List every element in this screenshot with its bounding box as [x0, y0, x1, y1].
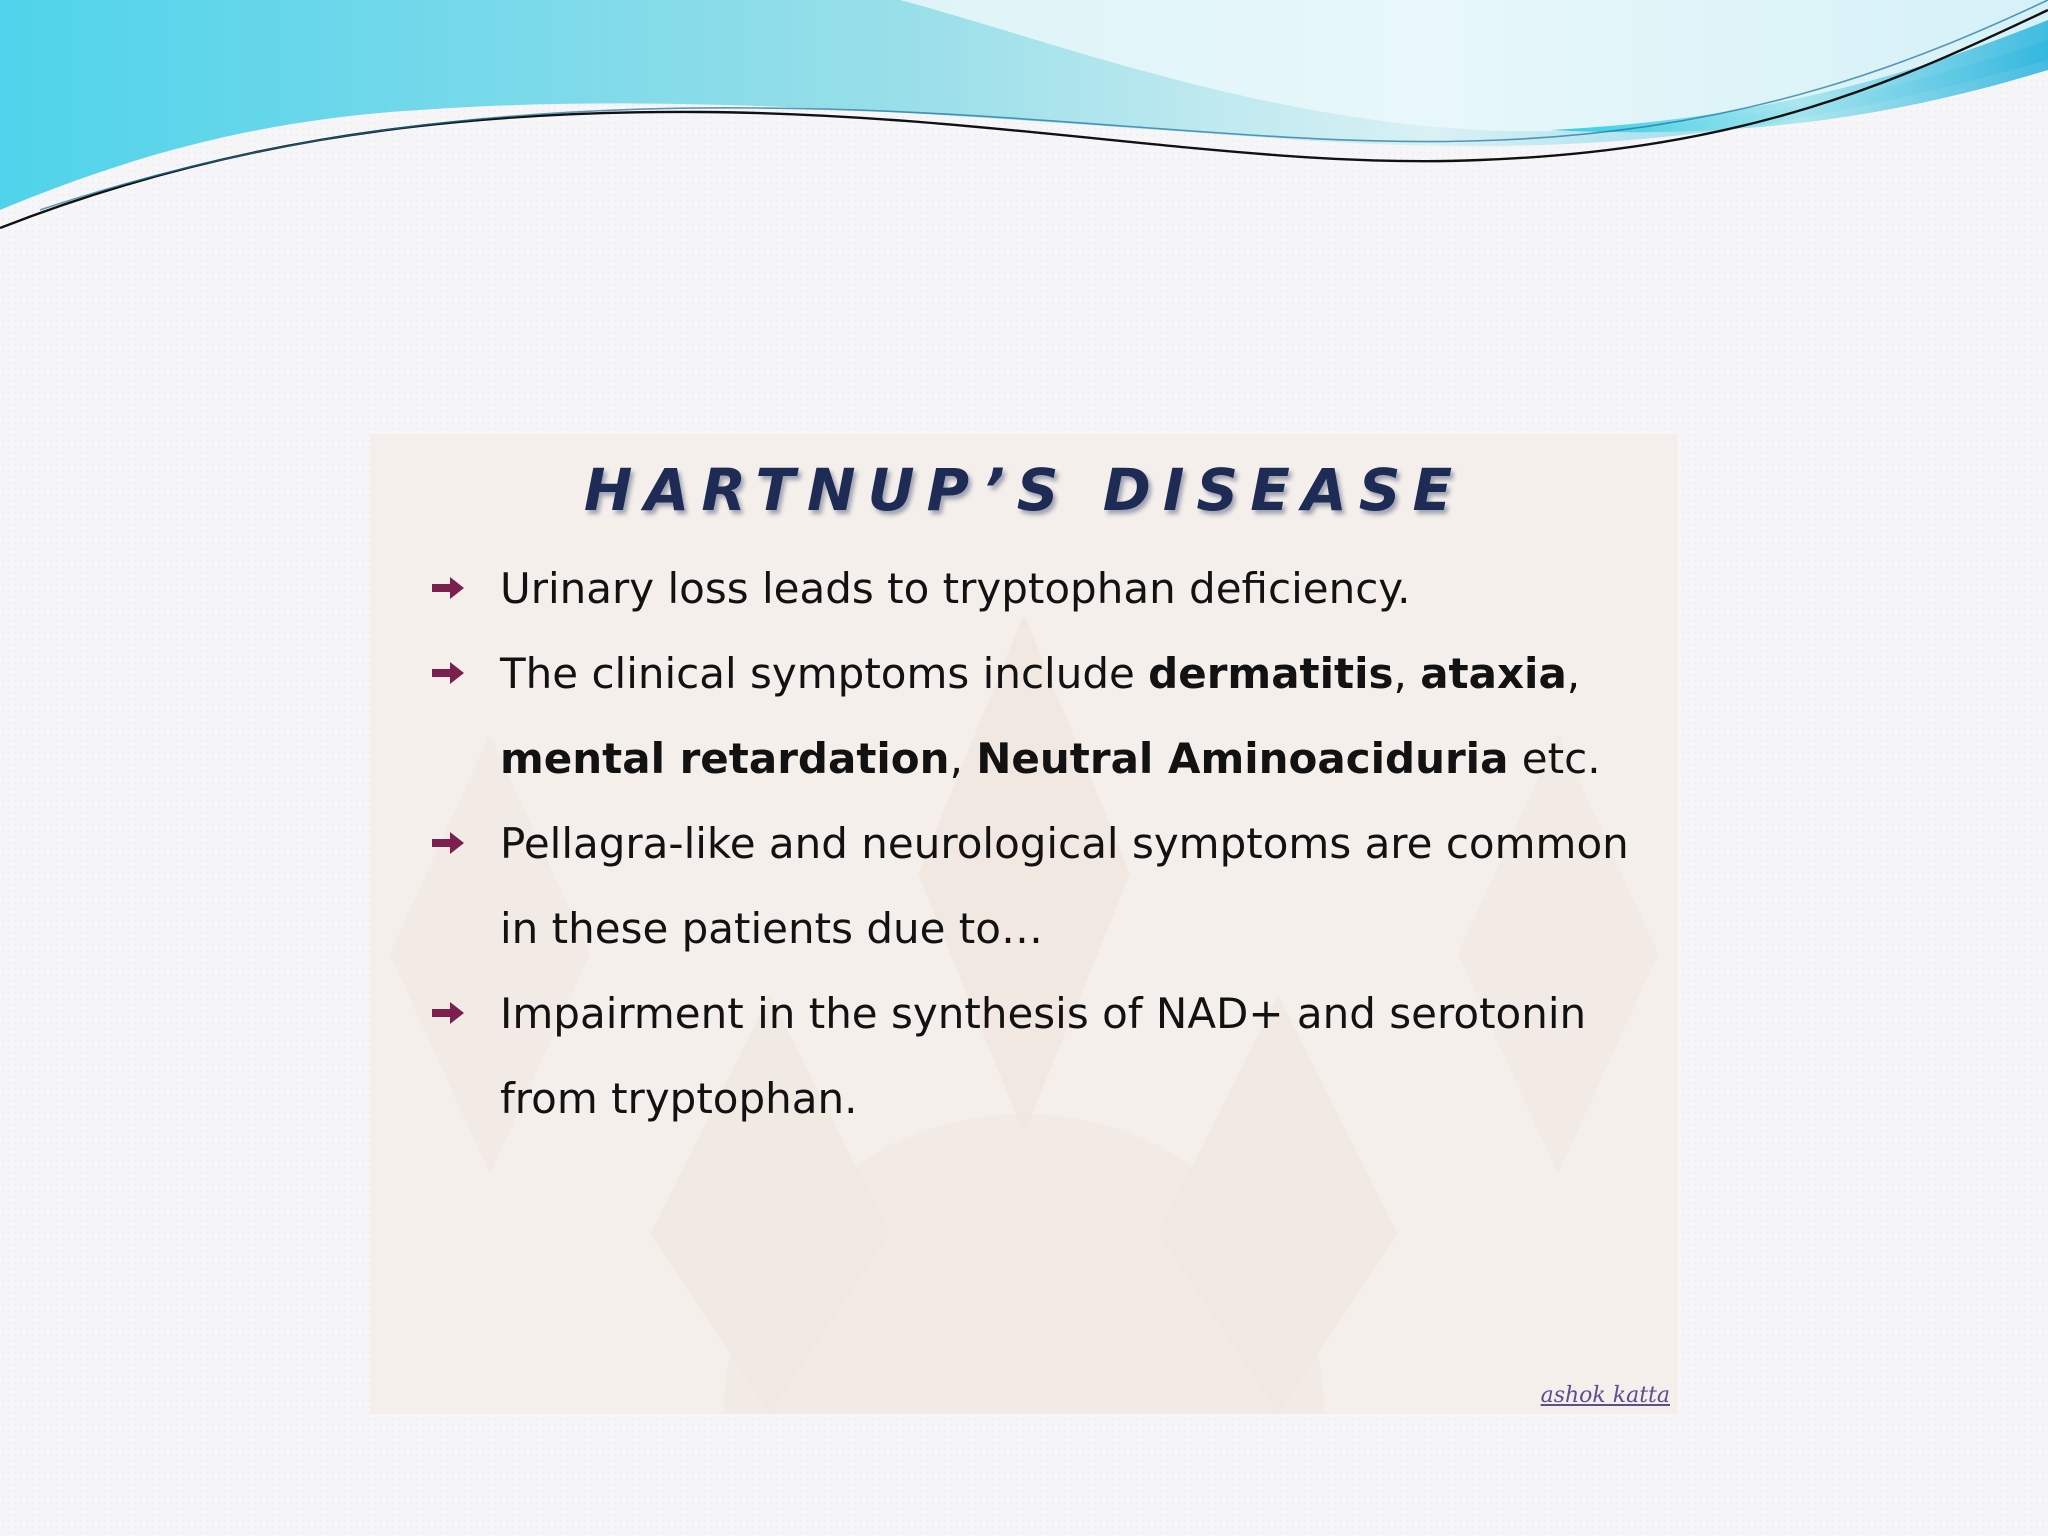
- bullet-text: ,: [949, 734, 977, 783]
- author-signature: ashok katta: [1540, 1383, 1670, 1408]
- right-arrow-icon: [430, 576, 466, 600]
- right-arrow-icon: [430, 1001, 466, 1025]
- bullet-text: Urinary loss leads to tryptophan deficiency.: [500, 564, 1411, 613]
- bullet-bold-term: dermatitis: [1148, 649, 1394, 698]
- slide-title: HARTNUP’S DISEASE: [583, 456, 1465, 524]
- bullet-bold-term: mental retardation: [500, 734, 950, 783]
- bullet-text: ,: [1566, 649, 1581, 698]
- bullet-text: The clinical symptoms include: [500, 649, 1149, 698]
- bullet-item: [430, 801, 1660, 971]
- bullet-text: etc.: [1508, 734, 1601, 783]
- bullet-text: Pellagra-like and neurological symptoms are common in these patients due to…: [500, 819, 1629, 953]
- right-arrow-icon: [430, 661, 466, 685]
- bullet-bold-term: Neutral Aminoaciduria: [976, 734, 1509, 783]
- bullet-text: ,: [1393, 649, 1421, 698]
- bullet-item: [430, 631, 1660, 801]
- bullet-bold-term: ataxia: [1420, 649, 1567, 698]
- slide-inset-image: [370, 434, 1678, 1414]
- bullet-text: Impairment in the synthesis of NAD+ and serotonin from tryptophan.: [500, 989, 1587, 1123]
- bullet-item: [430, 971, 1660, 1141]
- bullet-item: [430, 546, 1660, 631]
- wave-header-decoration: [0, 0, 2048, 240]
- bullet-list: [430, 546, 1660, 1141]
- right-arrow-icon: [430, 831, 466, 855]
